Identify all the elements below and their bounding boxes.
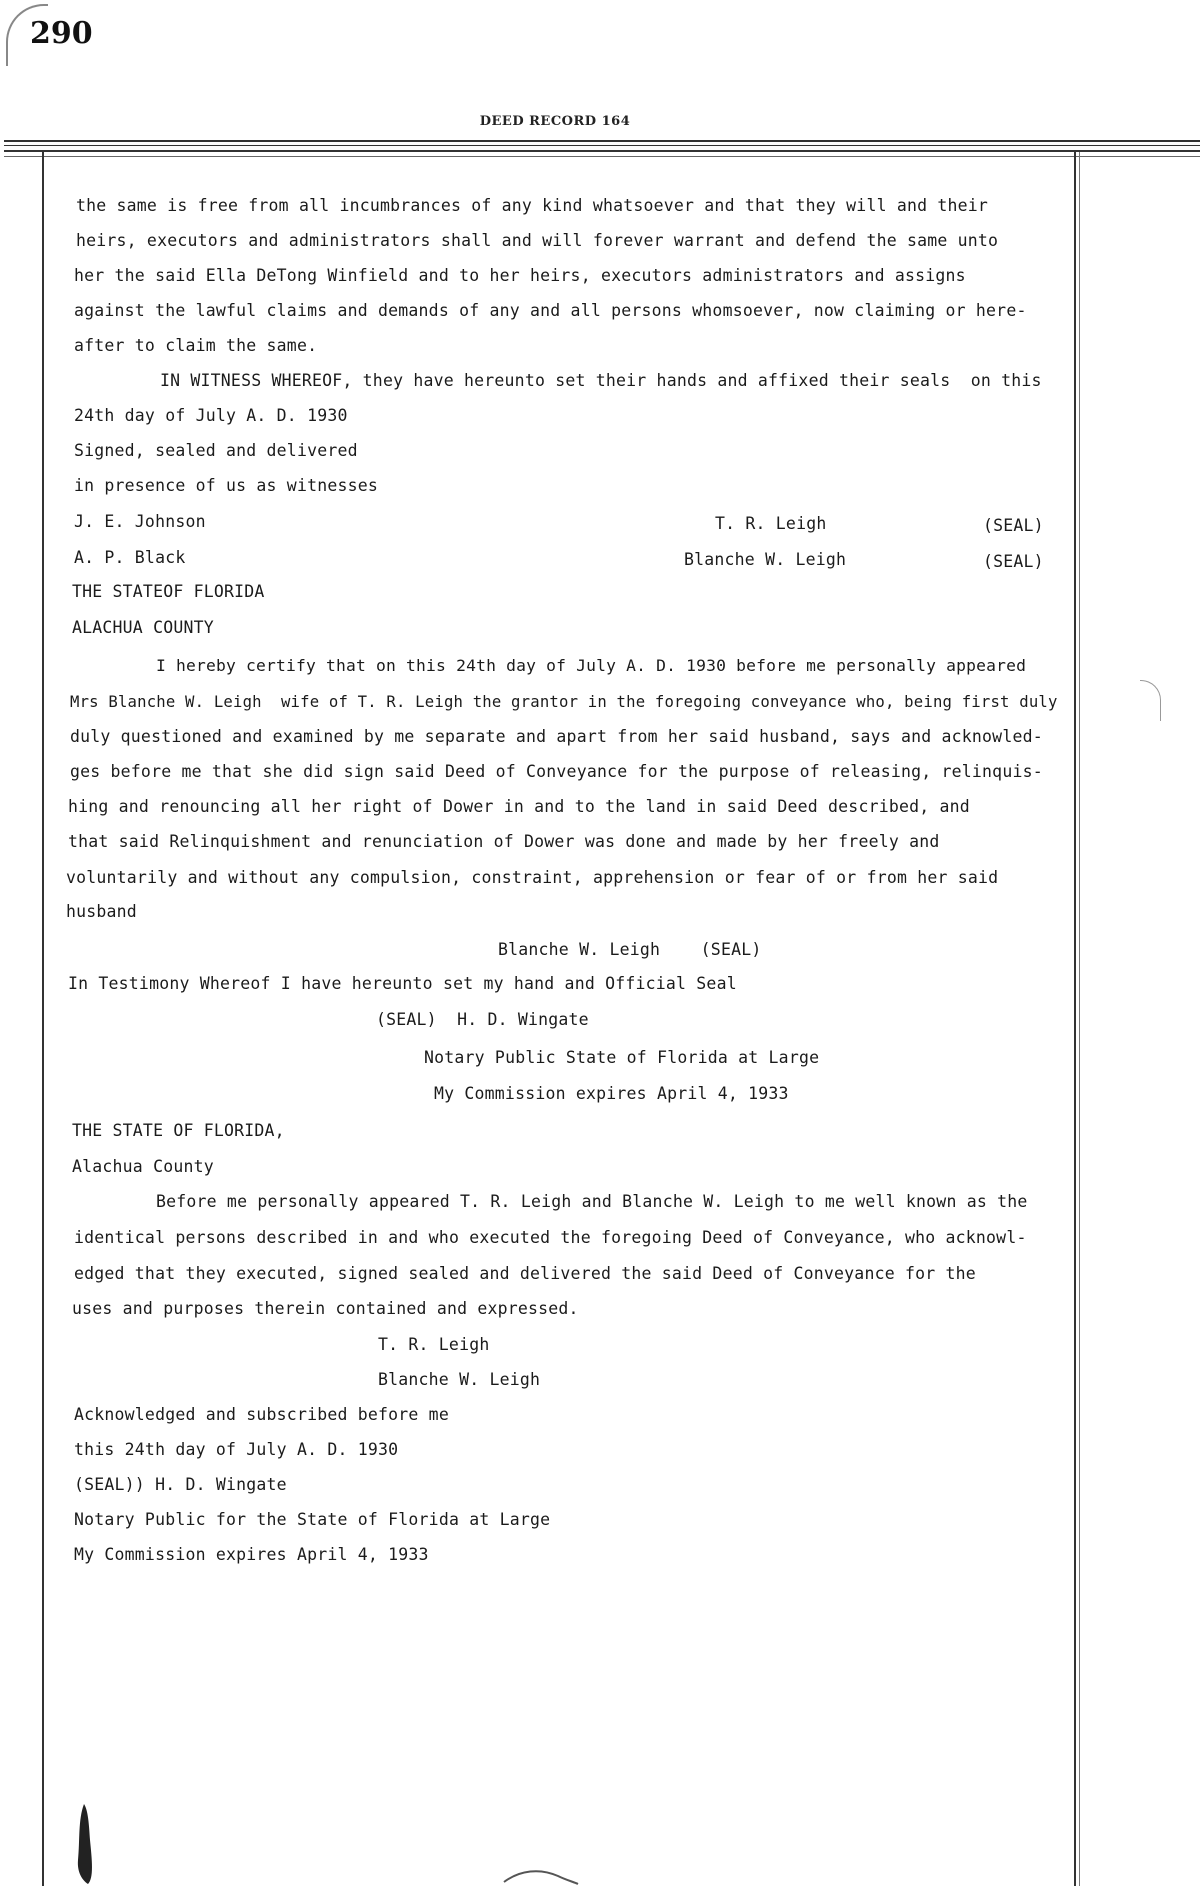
ack-line: I hereby certify that on this 24th day of July A. D. 1930 before me personally appeared (156, 656, 1027, 675)
page-number: 290 (30, 16, 93, 51)
right-margin-line (1079, 152, 1080, 1886)
county-heading: Alachua County (72, 1157, 214, 1176)
ack-line: husband (66, 902, 137, 921)
body-line: heirs, executors and administrators shall and will forever warrant and defend the same unto (76, 231, 999, 250)
body-line: against the lawful claims and demands of any and all persons whomsoever, now claiming or here- (74, 301, 1027, 320)
body-line: in presence of us as witnesses (74, 476, 379, 495)
body-line: 24th day of July A. D. 1930 (74, 406, 348, 425)
body-line: her the said Ella DeTong Winfield and to her heirs, executors administrators and assigns (74, 266, 966, 285)
ack-line: uses and purposes therein contained and expressed. (72, 1299, 579, 1318)
witness-name: A. P. Black (74, 548, 186, 567)
witness-name: J. E. Johnson (74, 512, 206, 531)
grantor-name: Blanche W. Leigh (684, 550, 847, 569)
ack-line: identical persons described in and who executed the foregoing Deed of Conveyance, who acknowl- (74, 1228, 1027, 1247)
ack-line: Before me personally appeared T. R. Leigh and Blanche W. Leigh to me well known as the (156, 1192, 1028, 1211)
scan-artifact-mark (74, 1800, 100, 1886)
state-heading: THE STATEOF FLORIDA (72, 582, 265, 601)
ack-line: duly questioned and examined by me separate and apart from her said husband, says and acknowled- (70, 727, 1043, 746)
seal-mark: (SEAL) (983, 552, 1044, 571)
right-edge-curl (1140, 680, 1161, 721)
header-rule (4, 145, 1200, 146)
body-line: the same is free from all incumbrances of any kind whatsoever and that they will and their (76, 196, 989, 215)
state-heading: THE STATE OF FLORIDA, (72, 1121, 285, 1140)
commission-expiry: My Commission expires April 4, 1933 (434, 1084, 789, 1103)
grantor-signature: T. R. Leigh (378, 1335, 490, 1354)
ack-line: edged that they executed, signed sealed and delivered the said Deed of Conveyance for the (74, 1264, 976, 1283)
header-rule (4, 150, 1200, 152)
body-line: IN WITNESS WHEREOF, they have hereunto set their hands and affixed their seals on this (160, 371, 1042, 390)
right-margin-line (1074, 152, 1076, 1886)
grantor-name: T. R. Leigh (715, 514, 827, 533)
left-margin-line (42, 152, 44, 1886)
seal-mark: (SEAL) (983, 516, 1044, 535)
testimony-line: In Testimony Whereof I have hereunto set my hand and Official Seal (68, 974, 737, 993)
ack-line: voluntarily and without any compulsion, constraint, apprehension or fear of or from her said (66, 868, 999, 887)
ack-line: that said Relinquishment and renunciation of Dower was done and made by her freely and (68, 832, 940, 851)
wife-signature: Blanche W. Leigh (SEAL) (498, 940, 762, 959)
scan-artifact-smudge (500, 1864, 580, 1886)
ack-line: hing and renouncing all her right of Dower in and to the land in said Deed described, and (68, 797, 970, 816)
county-heading: ALACHUA COUNTY (72, 618, 214, 637)
commission-expiry: My Commission expires April 4, 1933 (74, 1545, 429, 1564)
ack-line: Mrs Blanche W. Leigh wife of T. R. Leigh the grantor in the foregoing conveyance who, being first duly (70, 693, 1058, 711)
header-rule (4, 156, 1200, 157)
ack-line: ges before me that she did sign said Deed of Conveyance for the purpose of releasing, relinquis- (70, 762, 1043, 781)
notary-signature: (SEAL)) H. D. Wingate (74, 1475, 287, 1494)
notary-title: Notary Public State of Florida at Large (424, 1048, 820, 1067)
subscribed-line: Acknowledged and subscribed before me (74, 1405, 449, 1424)
notary-title: Notary Public for the State of Florida at Large (74, 1510, 551, 1529)
header-rule (4, 140, 1200, 142)
body-line: Signed, sealed and delivered (74, 441, 358, 460)
date-line: this 24th day of July A. D. 1930 (74, 1440, 399, 1459)
body-line: after to claim the same. (74, 336, 318, 355)
page-header: DEED RECORD 164 (479, 114, 631, 129)
grantor-signature: Blanche W. Leigh (378, 1370, 541, 1389)
notary-signature: (SEAL) H. D. Wingate (376, 1010, 589, 1029)
